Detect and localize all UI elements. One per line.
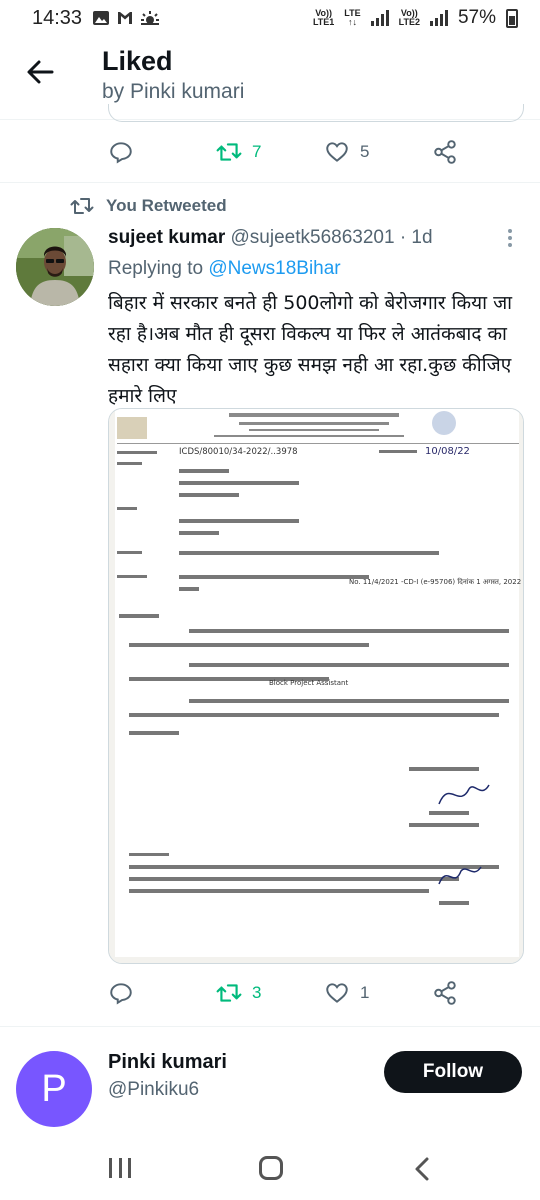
heart-icon bbox=[324, 139, 350, 165]
previous-tweet-actions bbox=[108, 134, 528, 170]
page-subtitle: by Pinki kumari bbox=[102, 80, 245, 103]
tweet-actions bbox=[108, 975, 528, 1011]
nav-back-icon[interactable] bbox=[410, 1156, 436, 1182]
home-icon[interactable] bbox=[259, 1156, 283, 1180]
battery-icon bbox=[506, 9, 518, 28]
divider bbox=[0, 182, 540, 183]
heart-icon bbox=[324, 980, 350, 1006]
share-icon bbox=[432, 139, 458, 165]
previous-tweet-media-edge[interactable] bbox=[108, 104, 524, 122]
share-icon bbox=[432, 980, 458, 1006]
doc-project-name: Block Project Assistant bbox=[269, 679, 349, 687]
weather-icon bbox=[140, 10, 160, 26]
tweet-author-line bbox=[108, 227, 433, 249]
author-handle[interactable]: @sujeetk56863201 bbox=[230, 227, 395, 248]
doc-letter-no: No. 11/4/2021 -CD-I (e-95706) दिनांक 1 अगस्त, 2022 bbox=[349, 578, 522, 586]
like-button[interactable] bbox=[324, 980, 432, 1006]
tweet-text: बिहार में सरकार बनते ही 500लोगो को बेरोजगार किया जा रहा है।अब मौत ही दूसरा विकल्प या फिर ले आतंकबाद का सहारा क्या किया जाए कुछ समझ नही आ रहा.कुछ कीजिए हमारे लिए bbox=[108, 292, 513, 407]
system-nav-bar bbox=[0, 1136, 540, 1200]
author-avatar[interactable] bbox=[16, 228, 94, 306]
battery-percent: 57% bbox=[457, 7, 496, 28]
like-count: 5 bbox=[360, 142, 370, 161]
lte-indicator: LTE ↑↓ bbox=[344, 8, 361, 27]
reply-button[interactable] bbox=[108, 139, 216, 165]
retweet-icon bbox=[70, 194, 94, 218]
sim1-indicator: Vo)) LTE1 bbox=[312, 8, 335, 27]
recent-apps-icon[interactable] bbox=[109, 1158, 131, 1178]
document-image bbox=[109, 409, 524, 964]
status-bar bbox=[0, 0, 540, 36]
share-button[interactable] bbox=[432, 139, 458, 165]
reply-icon bbox=[108, 139, 134, 165]
replying-mention[interactable]: @News18Bihar bbox=[208, 258, 341, 279]
retweet-context-label: You Retweeted bbox=[106, 196, 227, 215]
like-count: 1 bbox=[360, 983, 370, 1002]
more-options-icon[interactable] bbox=[504, 226, 516, 250]
suggestion-handle: @Pinkiku6 bbox=[108, 1079, 200, 1100]
retweet-count: 7 bbox=[252, 142, 262, 161]
notification-icons bbox=[92, 10, 160, 26]
author-name[interactable]: sujeet kumar bbox=[108, 227, 226, 248]
retweet-icon bbox=[216, 139, 242, 165]
suggestion-avatar[interactable]: P bbox=[16, 1051, 92, 1127]
retweet-context bbox=[70, 194, 227, 218]
replying-prefix: Replying to bbox=[108, 258, 204, 279]
retweet-icon bbox=[216, 980, 242, 1006]
follow-button[interactable]: Follow bbox=[384, 1051, 522, 1093]
retweet-button[interactable] bbox=[216, 980, 324, 1006]
signal-1-icon bbox=[371, 10, 389, 26]
share-button[interactable] bbox=[432, 980, 458, 1006]
reply-button[interactable] bbox=[108, 980, 216, 1006]
status-time: 14:33 bbox=[32, 6, 83, 29]
doc-date: 10/08/22 bbox=[425, 446, 470, 457]
retweet-button[interactable] bbox=[216, 139, 324, 165]
doc-ref-no: ICDS/80010/34-2022/..3978 bbox=[179, 447, 298, 457]
follow-suggestion[interactable] bbox=[0, 1026, 540, 1136]
sim2-indicator: Vo)) LTE2 bbox=[398, 8, 420, 27]
gallery-icon bbox=[92, 10, 110, 26]
like-button[interactable] bbox=[324, 139, 432, 165]
back-arrow-icon[interactable] bbox=[22, 54, 58, 90]
suggestion-name[interactable]: Pinki kumari bbox=[108, 1051, 227, 1073]
gmail-icon bbox=[116, 10, 134, 26]
replying-to bbox=[108, 258, 341, 280]
tweet-time: · 1d bbox=[399, 227, 433, 248]
reply-icon bbox=[108, 980, 134, 1006]
retweet-count: 3 bbox=[252, 983, 262, 1002]
tweet-media-image[interactable] bbox=[108, 408, 524, 964]
page-title: Liked bbox=[102, 46, 173, 76]
signal-2-icon bbox=[430, 10, 448, 26]
